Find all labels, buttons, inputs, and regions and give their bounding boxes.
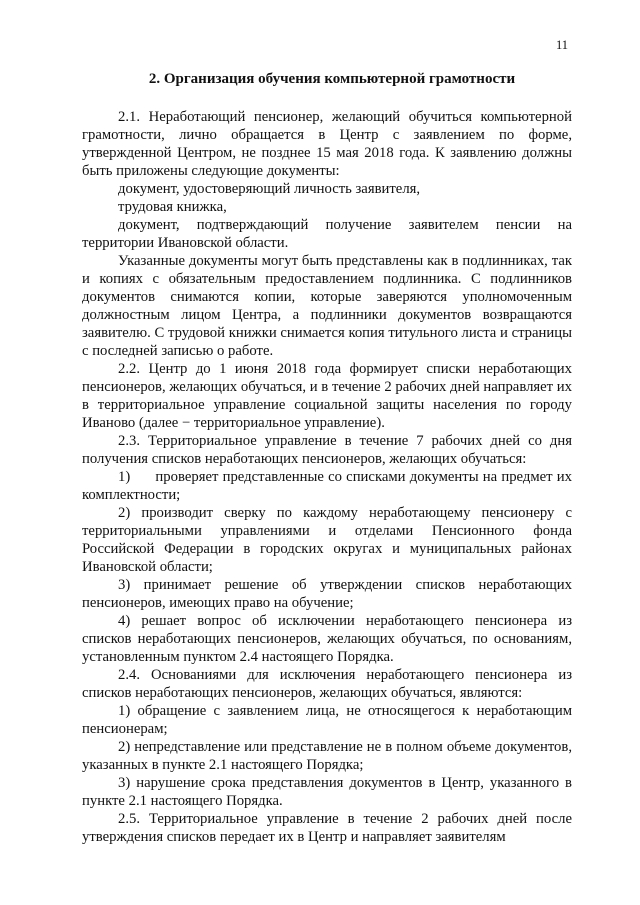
- list-item: 1) обращение с заявлением лица, не относящегося к неработающим пенсионерам;: [82, 703, 572, 737]
- list-item: 4) решает вопрос об исключении неработающего пенсионера из списков неработающих пенсионеров, желающих обучаться, по основаниям, установленным пунктом 2.4 настоящего Порядка.: [82, 613, 572, 665]
- paragraph-2-3: 2.3. Территориальное управление в течение 7 рабочих дней со дня получения списков неработающих пенсионеров, желающих обучаться:: [82, 433, 572, 467]
- page-content: [82, 70, 576, 846]
- list-item: 2) производит сверку по каждому неработающему пенсионеру с территориальными управлениями и отделами Пенсионного фонда Российской Федерации в городских округах и муниципальных районах Ивановской области;: [82, 505, 572, 575]
- document-list-item: трудовая книжка,: [118, 199, 227, 215]
- paragraph-2-4: 2.4. Основаниями для исключения неработающего пенсионера из списков неработающих пенсионеров, желающих обучаться, являются:: [82, 667, 572, 701]
- paragraph-copies: Указанные документы могут быть представлены как в подлинниках, так и копиях с обязательным предоставлением подлинника. С подлинников документов снимаются копии, которые заверяются уполномоченным должностным лицом Центра, а подлинники документов возвращаются заявителю. С трудовой книжки снимается копия титульного листа и страницы с последней записью о работе.: [82, 253, 572, 359]
- list-item: 1) проверяет представленные со списками документы на предмет их комплектности;: [82, 469, 576, 503]
- list-item: 2) непредставление или представление не в полном объеме документов, указанных в пункте 2.1 настоящего Порядка;: [82, 739, 572, 773]
- page-number: 11: [555, 38, 568, 52]
- list-item: 3) принимает решение об утверждении списков неработающих пенсионеров, имеющих право на обучение;: [82, 577, 572, 611]
- list-item: 3) нарушение срока представления документов в Центр, указанного в пункте 2.1 настоящего Порядка.: [82, 775, 572, 809]
- section-title: 2. Организация обучения компьютерной грамотности: [148, 71, 516, 87]
- document-list-item: документ, подтверждающий получение заявителем пенсии на территории Ивановской области.: [82, 217, 572, 251]
- paragraph-2-2: 2.2. Центр до 1 июня 2018 года формирует списки неработающих пенсионеров, желающих обучаться, и в течение 2 рабочих дней направляет их в территориальное управление социальной защиты населения по городу Иваново (далее − территориальное управление).: [82, 361, 572, 431]
- document-list-item: документ, удостоверяющий личность заявителя,: [118, 181, 421, 197]
- paragraph-2-5: 2.5. Территориальное управление в течение 2 рабочих дней после утверждения списков передает их в Центр и направляет заявителям: [82, 811, 572, 845]
- paragraph-2-1: 2.1. Неработающий пенсионер, желающий обучиться компьютерной грамотности, лично обращается в Центр с заявлением по форме, утвержденной Центром, не позднее 15 мая 2018 года. К заявлению должны быть приложены следующие документы:: [82, 109, 572, 179]
